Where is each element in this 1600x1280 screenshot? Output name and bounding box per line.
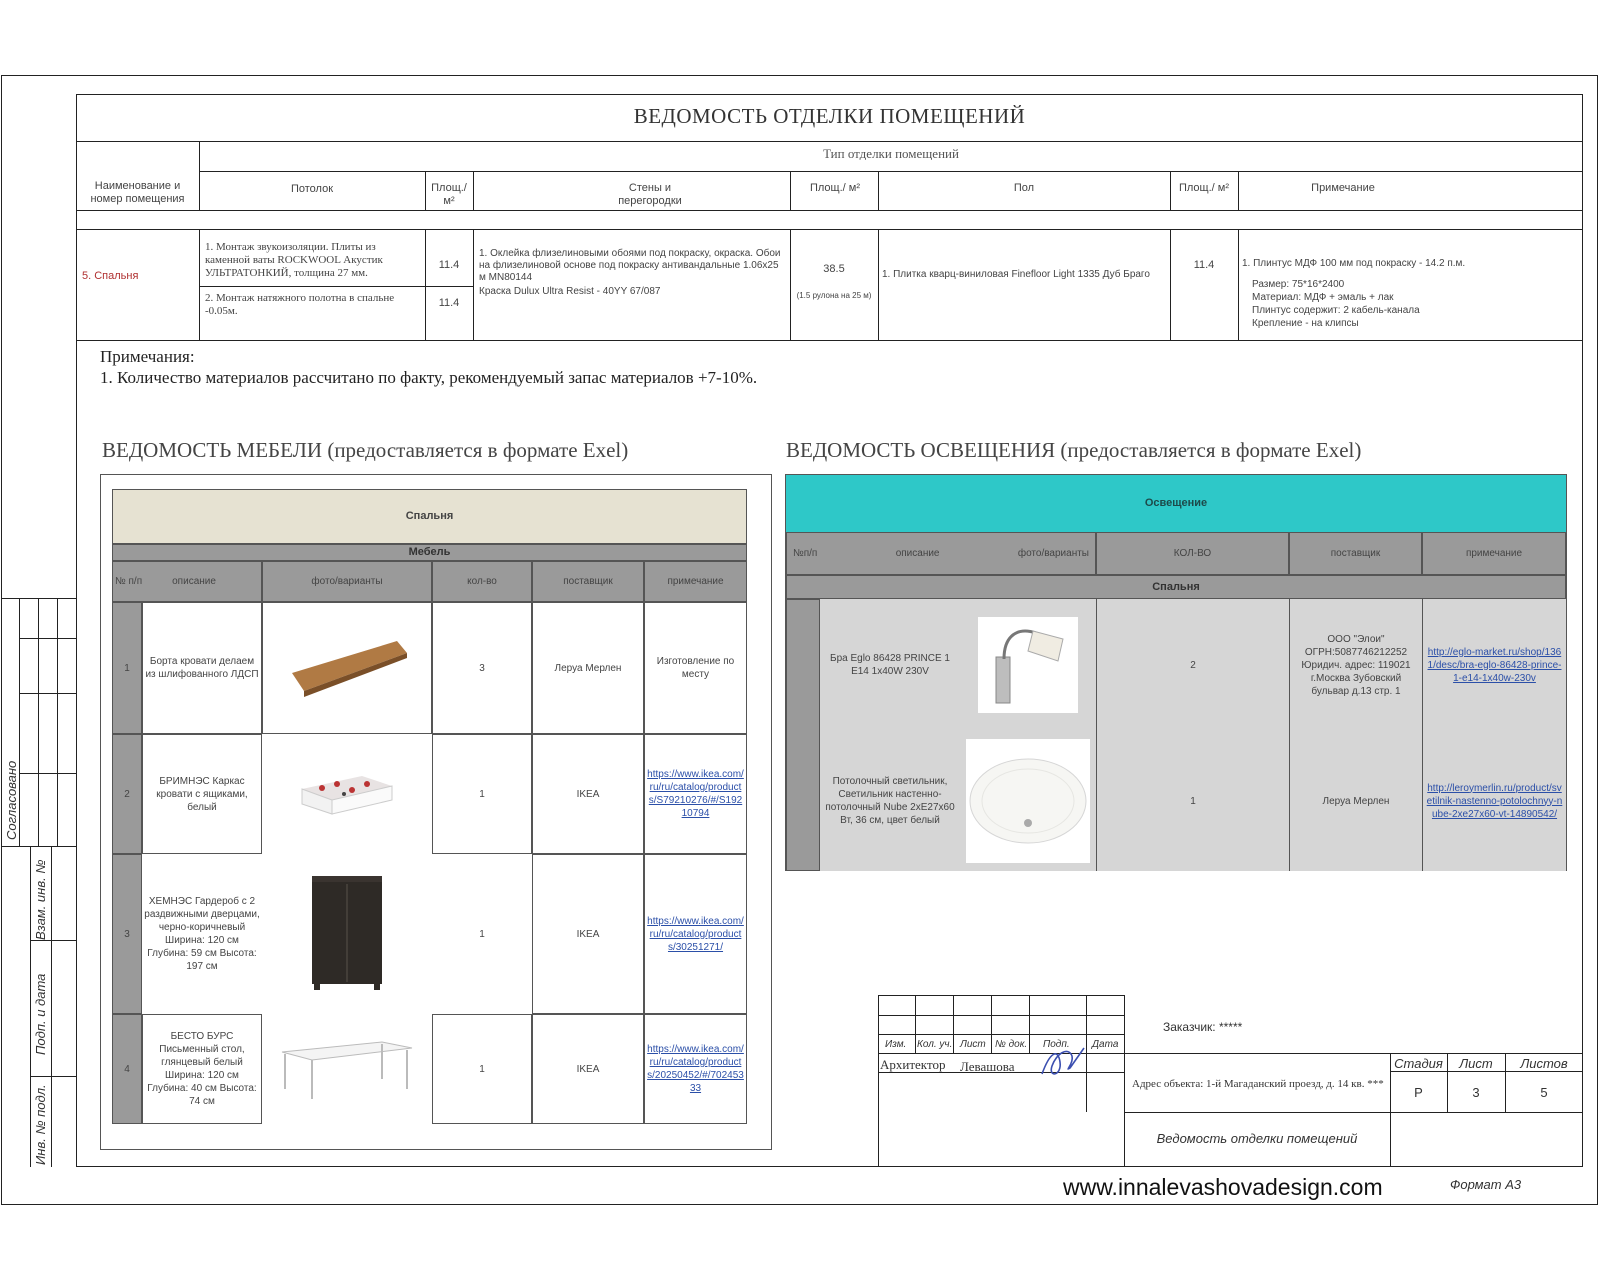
wardrobe-image [307, 874, 387, 994]
bed-image [292, 764, 402, 824]
furniture-row-1-num: 1 [112, 602, 142, 734]
sheets-label: Листов [1520, 1056, 1568, 1071]
customer-label: Заказчик: ***** [1163, 1020, 1243, 1034]
side-label-replace-inv: Взам. инв. № [33, 859, 48, 940]
row-walls-area-note: (1.5 рулона на 25 м) [796, 291, 872, 300]
furniture-row-4-supplier: IKEA [532, 1014, 644, 1124]
col-list: Лист [960, 1039, 986, 1050]
row-ceiling-2-area: 11.4 [438, 297, 460, 309]
website-link[interactable]: www.innalevashovadesign.com [1063, 1174, 1383, 1200]
side-label-inv-orig: Инв. № подл. [33, 1084, 48, 1165]
lighting-row-1-qty: 2 [1096, 599, 1289, 731]
row-note-line-3: Плинтус содержит: 2 кабель-канала [1252, 305, 1420, 316]
furniture-row-3-photo [262, 854, 432, 1014]
ceiling-lamp-image [966, 739, 1090, 863]
furniture-row-3-num: 3 [112, 854, 142, 1014]
header-room: Наименование и номер помещения [90, 180, 185, 205]
header-area-2: Площ./ м² [809, 182, 860, 194]
row-note-line-4: Крепление - на клипсы [1252, 318, 1359, 329]
row-note-line-2: Материал: МДФ + эмаль + лак [1252, 292, 1394, 303]
notes-line-1: 1. Количество материалов рассчитано по факту, рекомендуемый запас материалов +7-10%. [100, 368, 758, 387]
side-label-approved: Согласовано [4, 760, 19, 840]
row-floor: 1. Плитка кварц-виниловая Finefloor Light 1335 Дуб Браго [882, 269, 1150, 280]
desk-image [277, 1034, 417, 1104]
lighting-col-note: примечание [1422, 532, 1566, 575]
furniture-col-photo: фото/варианты [262, 561, 432, 602]
furniture-room-header: Спальня [112, 489, 747, 544]
col-izm: Изм. [885, 1039, 907, 1050]
lighting-header: Освещение [786, 475, 1566, 532]
furniture-col-note: примечание [644, 561, 747, 602]
lighting-row-2-photo [960, 731, 1096, 871]
furniture-table [112, 489, 747, 1124]
furniture-row-1-supplier: Леруа Мерлен [532, 602, 644, 734]
role-architect: Архитектор [880, 1057, 946, 1072]
furniture-row-2-link[interactable]: https://www.ikea.com/ru/ru/catalog/products/S79210276/#/S19210794 [644, 734, 747, 854]
sheets-value: 5 [1540, 1085, 1548, 1100]
furniture-row-4-link[interactable]: https://www.ikea.com/ru/ru/catalog/products/20250452/#/70245333 [644, 1014, 747, 1124]
board-image [282, 633, 412, 703]
furniture-row-3-qty: 1 [479, 928, 485, 940]
furniture-row-3-supplier: IKEA [532, 854, 644, 1014]
furniture-row-4-qty: 1 [432, 1014, 532, 1124]
lighting-room-row: Спальня [786, 575, 1566, 599]
lighting-row-2-desc: Потолочный светильник, Светильник настенно-потолочный Nube 2xE27x60 Вт, 36 см, цвет белый [820, 731, 960, 871]
lighting-num-col [786, 599, 820, 871]
sheet-label: Лист [1459, 1056, 1493, 1071]
sheet-title: ВЕДОМОСТЬ ОТДЕЛКИ ПОМЕЩЕНИЙ [633, 104, 1026, 128]
row-note-line-1: Размер: 75*16*2400 [1252, 279, 1345, 290]
lighting-cols-left: №п/п описание фото/варианты [786, 532, 1096, 575]
header-floor: Пол [1013, 182, 1035, 194]
furniture-row-4-desc: БЕСТО БУРС Письменный стол, глянцевый белый Ширина: 120 см Глубина: 40 см Высота: 74 см [142, 1014, 262, 1124]
stage-value: Р [1414, 1085, 1423, 1100]
furniture-row-3-desc: ХЕМНЭС Гардероб с 2 раздвижными дверцами, черно-коричневый Ширина: 120 см Глубина: 59 см Высота: 197 см [144, 896, 260, 972]
furniture-title: ВЕДОМОСТЬ МЕБЕЛИ (предоставляется в формате Exel) [102, 438, 629, 462]
lighting-col-qty: КОЛ-ВО [1096, 532, 1289, 575]
lighting-col-supplier: поставщик [1289, 532, 1422, 575]
format-label: Формат А3 [1450, 1177, 1522, 1192]
lighting-box [785, 474, 1567, 871]
furniture-row-1-desc: Борта кровати делаем из шлифованного ЛДСП [142, 602, 262, 734]
document-title: Ведомость отделки помещений [1156, 1131, 1358, 1146]
furniture-row-1-qty: 3 [432, 602, 532, 734]
furniture-row-3-link[interactable]: https://www.ikea.com/ru/ru/catalog/products/30251271/ [644, 854, 747, 1014]
row-room: 5. Спальня [82, 270, 139, 282]
furniture-row-4-num: 4 [112, 1014, 142, 1124]
header-area-3: Площ./ м² [1178, 182, 1229, 194]
row-ceiling-1: 1. Монтаж звукоизоляции. Плиты из каменной ваты ROCKWOOL Акустик УЛЬТРАТОНКИЙ, толщина 27 мм. [205, 241, 383, 279]
lighting-row-1-supplier: ООО "Элои" ОГРН:5087746212252 Юридич. адрес: 119021 г.Москва Зубовский бульвар д.13 стр. 1 [1289, 599, 1422, 731]
lighting-row-1-desc: Бра Eglo 86428 PRINCE 1 E14 1x40W 230V [820, 599, 960, 731]
header-ceiling: Потолок [290, 183, 334, 195]
stage-label: Стадия [1394, 1056, 1443, 1071]
side-label-sign-date: Подп. и дата [33, 973, 48, 1055]
lighting-row-1-photo [960, 599, 1096, 731]
furniture-row-1-note: Изготовление по месту [644, 602, 747, 734]
furniture-col-qty: кол-во [432, 561, 532, 602]
furniture-row-1-photo [262, 602, 432, 734]
col-doc: № док. [995, 1039, 1028, 1050]
finish-group-header: Тип отделки помещений [823, 147, 959, 160]
row-walls: 1. Оклейка флизелиновыми обоями под покраску, окраска. Обои на флизелиновой основе под покраску антивандальные 1.06х25 м MN80144 [479, 248, 781, 283]
row-floor-area: 11.4 [1193, 259, 1215, 271]
row-ceiling-2: 2. Монтаж натяжного полотна в спальне -0.05м. [205, 292, 395, 317]
lighting-row-2-link[interactable]: http://leroymerlin.ru/product/svetilnik-nastenno-potolochnyy-nube-2xe27x60-vt-14890542/ [1422, 731, 1566, 871]
sheet-value: 3 [1472, 1085, 1480, 1100]
row-walls-area: 38.5 [823, 263, 845, 275]
lighting-row-2-supplier: Леруа Мерлен [1289, 731, 1422, 871]
col-sign: Подп. [1043, 1039, 1070, 1050]
row-note-main: 1. Плинтус МДФ 100 мм под покраску - 14.2 п.м. [1242, 258, 1466, 269]
lighting-row-2-qty: 1 [1096, 731, 1289, 871]
signature-image [1038, 1042, 1088, 1082]
furniture-row-4-photo [262, 1014, 432, 1124]
wall-lamp-image [978, 617, 1078, 713]
furniture-row-2-supplier: IKEA [532, 734, 644, 854]
row-walls-paint: Краска Dulux Ultra Resist - 40YY 67/087 [479, 286, 661, 297]
header-area-1: Площ./ м² [431, 182, 467, 207]
furniture-row-2-desc: БРИМНЭС Каркас кровати с ящиками, белый [142, 734, 262, 854]
furniture-col-supplier: поставщик [532, 561, 644, 602]
furniture-col-num: № п/п описание [112, 561, 262, 602]
col-date: Дата [1092, 1039, 1119, 1050]
furniture-row-2-qty: 1 [432, 734, 532, 854]
lighting-row-1-link[interactable]: http://eglo-market.ru/shop/1361/desc/bra-eglo-86428-prince-1-e14-1x40w-230v [1422, 599, 1566, 731]
architect-name: Левашова [960, 1059, 1015, 1074]
col-kol: Кол. уч. [917, 1039, 953, 1050]
row-ceiling-1-area: 11.4 [438, 259, 460, 271]
object-address: Адрес объекта: 1-й Магаданский проезд, д. 14 кв. *** [1132, 1078, 1384, 1090]
furniture-row-2-num: 2 [112, 734, 142, 854]
furniture-section-header: Мебель [112, 544, 747, 561]
header-note: Примечание [1311, 182, 1375, 194]
lighting-title: ВЕДОМОСТЬ ОСВЕЩЕНИЯ (предоставляется в формате Exel) [786, 438, 1362, 462]
header-walls: Стены и перегородки [618, 182, 682, 207]
notes-heading: Примечания: [100, 347, 195, 366]
furniture-row-2-photo [262, 734, 432, 854]
